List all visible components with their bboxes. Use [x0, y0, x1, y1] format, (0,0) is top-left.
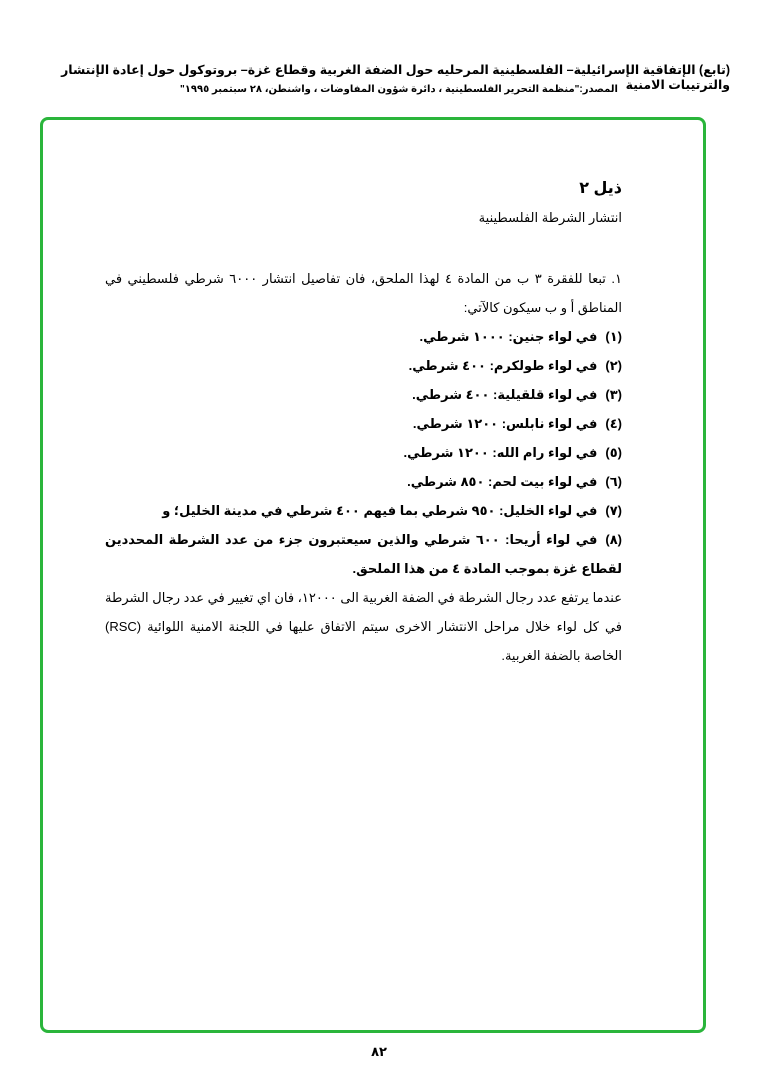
- item-text: في لواء الخليل: ٩٥٠ شرطي بما فيهم ٤٠٠ شرطي في مدينة الخليل؛ و: [162, 503, 598, 518]
- list-item: [105, 351, 622, 380]
- list-item: [105, 496, 622, 525]
- item-number: (٦): [605, 474, 622, 489]
- list-item: [105, 322, 622, 351]
- item-number: (٨): [605, 532, 622, 547]
- paragraph-1: ١. تبعا للفقرة ٣ ب من المادة ٤ لهذا الملحق، فان تفاصيل انتشار ٦٠٠٠ شرطي فلسطيني في المناطق أ و ب سيكون كالآتي:: [105, 271, 623, 315]
- annex-title: ذيل ٢: [579, 180, 622, 197]
- item-text: في لواء رام الله: ١٢٠٠ شرطي.: [403, 445, 598, 460]
- item-text: في لواء قلقيلية: ٤٠٠ شرطي.: [412, 387, 598, 402]
- list-item: [105, 409, 622, 438]
- item-number: (١): [605, 329, 622, 344]
- item-number: (٣): [605, 387, 622, 402]
- item-text: في لواء نابلس: ١٢٠٠ شرطي.: [412, 416, 598, 431]
- annex-content: [105, 178, 622, 670]
- page-number: ٨٢: [371, 1044, 387, 1059]
- item-text: في لواء جنين: ١٠٠٠ شرطي.: [419, 329, 598, 344]
- document-header-title: (تابع) الإتفاقية الإسرائيلية– الفلسطينية المرحليه حول الضفة الغربية وقطاع غزة– بروتوكول حول إعادة الإنتشار والترتيبات الامنية: [61, 63, 730, 92]
- document-source: المصدر:"منظمة التحرير الفلسطينية ، دائرة شؤون المفاوضات ، واشنطن، ٢٨ سبتمبر ١٩٩٥": [180, 84, 618, 95]
- list-item: [105, 380, 622, 409]
- list-item: [105, 438, 622, 467]
- list-item: [105, 467, 622, 496]
- paragraph-2: عندما يرتفع عدد رجال الشرطة في الضفة الغربية الى ١٢٠٠٠، فان اي تغيير في عدد رجال الشرطة في كل لواء خلال مراحل الانتشار الاخرى سيتم الاتفاق عليها في اللجنة الامنية اللوائية (RSC) الخاصة بالضفة الغربية.: [105, 590, 622, 663]
- list-item: [105, 525, 622, 583]
- item-number: (٢): [605, 358, 622, 373]
- item-number: (٥): [605, 445, 622, 460]
- item-number: (٧): [605, 503, 622, 518]
- item-text: في لواء أريحا: ٦٠٠ شرطي والذين سيعتبرون جزء من عدد الشرطة المحددين لقطاع غزة بموجب المادة ٤ من هذا الملحق.: [105, 532, 622, 576]
- deployment-list: [105, 322, 622, 583]
- annex-subtitle: انتشار الشرطة الفلسطينية: [478, 210, 622, 225]
- item-number: (٤): [605, 416, 622, 431]
- item-text: في لواء بيت لحم: ٨٥٠ شرطي.: [407, 474, 598, 489]
- item-text: في لواء طولكرم: ٤٠٠ شرطي.: [408, 358, 598, 373]
